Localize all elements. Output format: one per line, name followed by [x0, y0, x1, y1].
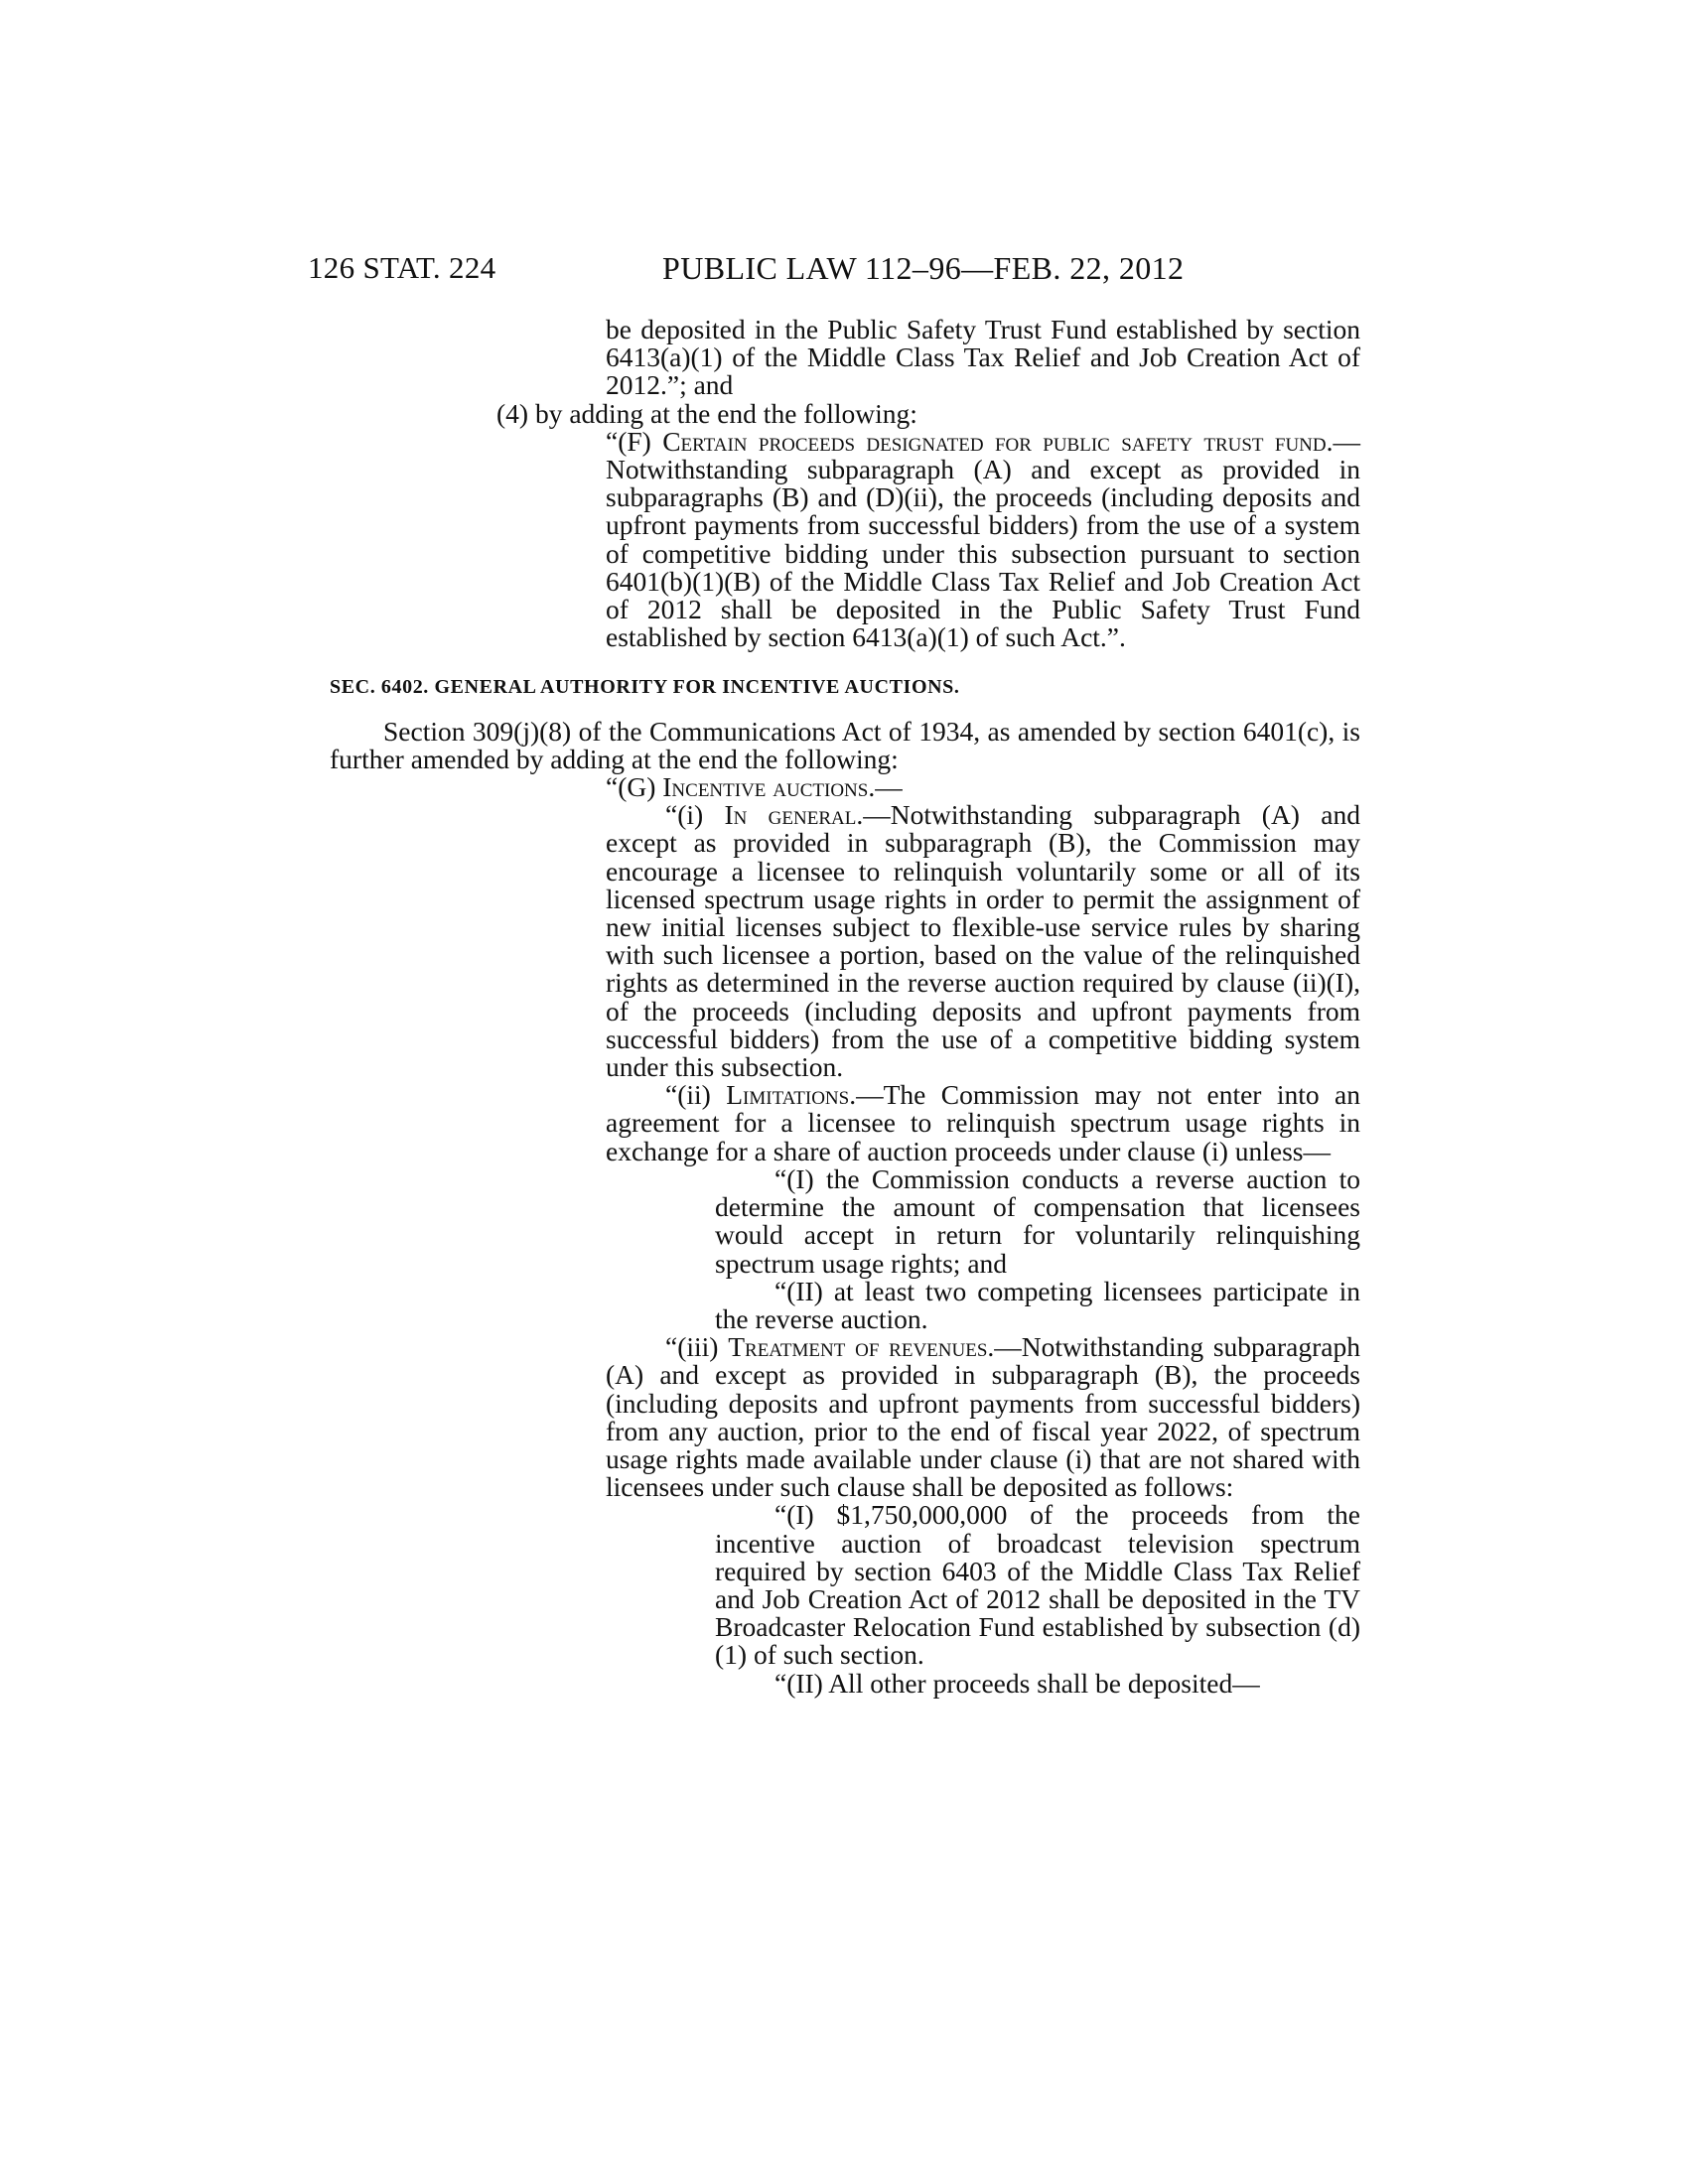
paragraph-text: —The Commission may not enter into an agreement for a licensee to relinquish spectrum usage rights in exchange for a share of auction proceeds under clause (i) unless—	[606, 1079, 1360, 1166]
paragraph-text: (4) by adding at the end the following:	[496, 397, 917, 429]
paragraph-text: “(I) $1,750,000,000 of the proceeds from the incentive auction of broadcast television spectrum required by section 6403 of the Middle Class Tax Relief and Job Creation Act of 2012 shall be deposited in the TV Broadcaster Relocation Fund established by subsection (d)(1) of such section.	[715, 1499, 1360, 1671]
paragraph-subparagraph-G	[496, 773, 1360, 801]
paragraph-text: Section 309(j)(8) of the Communications Act of 1934, as amended by section 6401(c), is further amended by adding at the end the following:	[330, 715, 1360, 774]
paragraph-deposit-continuation	[496, 316, 1360, 400]
document-body	[330, 314, 1360, 1699]
clause-caption: Limitations.	[726, 1079, 857, 1111]
clause-caption: Treatment of revenues.	[728, 1331, 995, 1363]
statute-page-number: 126 STAT. 224	[308, 250, 496, 285]
subparagraph-number: “(F)	[606, 425, 663, 457]
paragraph-subclause-I-proceeds	[496, 1501, 1360, 1669]
paragraph-clause-iii	[496, 1333, 1360, 1501]
running-head: PUBLIC LAW 112–96—FEB. 22, 2012	[662, 250, 1185, 286]
paragraph-text: “(I) the Commission conducts a reverse auction to determine the amount of compensation that licensees would accept in return for voluntarily relinquishing spectrum usage rights; and	[715, 1162, 1360, 1279]
subparagraph-number: “(G)	[606, 771, 663, 803]
paragraph-text: be deposited in the Public Safety Trust Fund established by section 6413(a)(1) of the Middle Class Tax Relief and Job Creation Act of 2012.”; and	[606, 314, 1360, 401]
paragraph-text: —	[875, 771, 903, 803]
paragraph-subclause-I	[496, 1162, 1360, 1279]
section-heading: SEC. 6402. GENERAL AUTHORITY FOR INCENTIVE AUCTIONS.	[330, 676, 960, 699]
paragraph-section-intro	[330, 715, 1360, 774]
paragraph-subclause-II-proceeds	[496, 1667, 1360, 1699]
clause-number: “(ii)	[665, 1079, 727, 1111]
subparagraph-caption: Certain proceeds designated for public safety trust fund.	[662, 425, 1334, 457]
paragraph-text: —Notwithstanding subparagraph (A) and except as provided in subparagraph (B), the Commission may encourage a licensee to relinquish voluntarily some or all of its licensed spectrum usage rights in order to permit the assignment of new initial licenses subject to flexible-use service rules by sharing with such licensee a portion, based on the value of the relinquished rights as determined in the reverse auction required by clause (ii)(I), of the proceeds (including deposits and upfront payments from successful bidders) from the use of a competitive bidding system under this subsection.	[606, 799, 1360, 1083]
paragraph-text: “(II) All other proceeds shall be deposited—	[774, 1667, 1260, 1699]
paragraph-item-4	[377, 397, 1360, 429]
clause-caption: In general.	[724, 799, 864, 831]
paragraph-clause-ii	[496, 1081, 1360, 1165]
paragraph-text: “(II) at least two competing licensees participate in the reverse auction.	[715, 1275, 1360, 1334]
paragraph-text: —Notwithstanding subparagraph (A) and except as provided in subparagraphs (B) and (D)(ii), the proceeds (including deposits and upfront payments from successful bidders) from the use of a system of competitive bidding under this subsection pursuant to section 6401(b)(1)(B) of the Middle Class Tax Relief and Job Creation Act of 2012 shall be deposited in the Public Safety Trust Fund established by section 6413(a)(1) of such Act.”.	[606, 425, 1360, 653]
clause-number: “(iii)	[665, 1331, 729, 1363]
paragraph-subparagraph-F	[496, 425, 1360, 653]
paragraph-clause-i	[496, 801, 1360, 1081]
subparagraph-caption: Incentive auctions.	[662, 771, 876, 803]
paragraph-subclause-II	[496, 1275, 1360, 1334]
paragraph-text: —Notwithstanding subparagraph (A) and except as provided in subparagraph (B), the proceeds (including deposits and upfront payments from successful bidders) from any auction, prior to the end of fiscal year 2022, of spectrum usage rights made available under clause (i) that are not shared with licensees under such clause shall be deposited as follows:	[606, 1331, 1360, 1503]
clause-number: “(i)	[665, 799, 725, 831]
